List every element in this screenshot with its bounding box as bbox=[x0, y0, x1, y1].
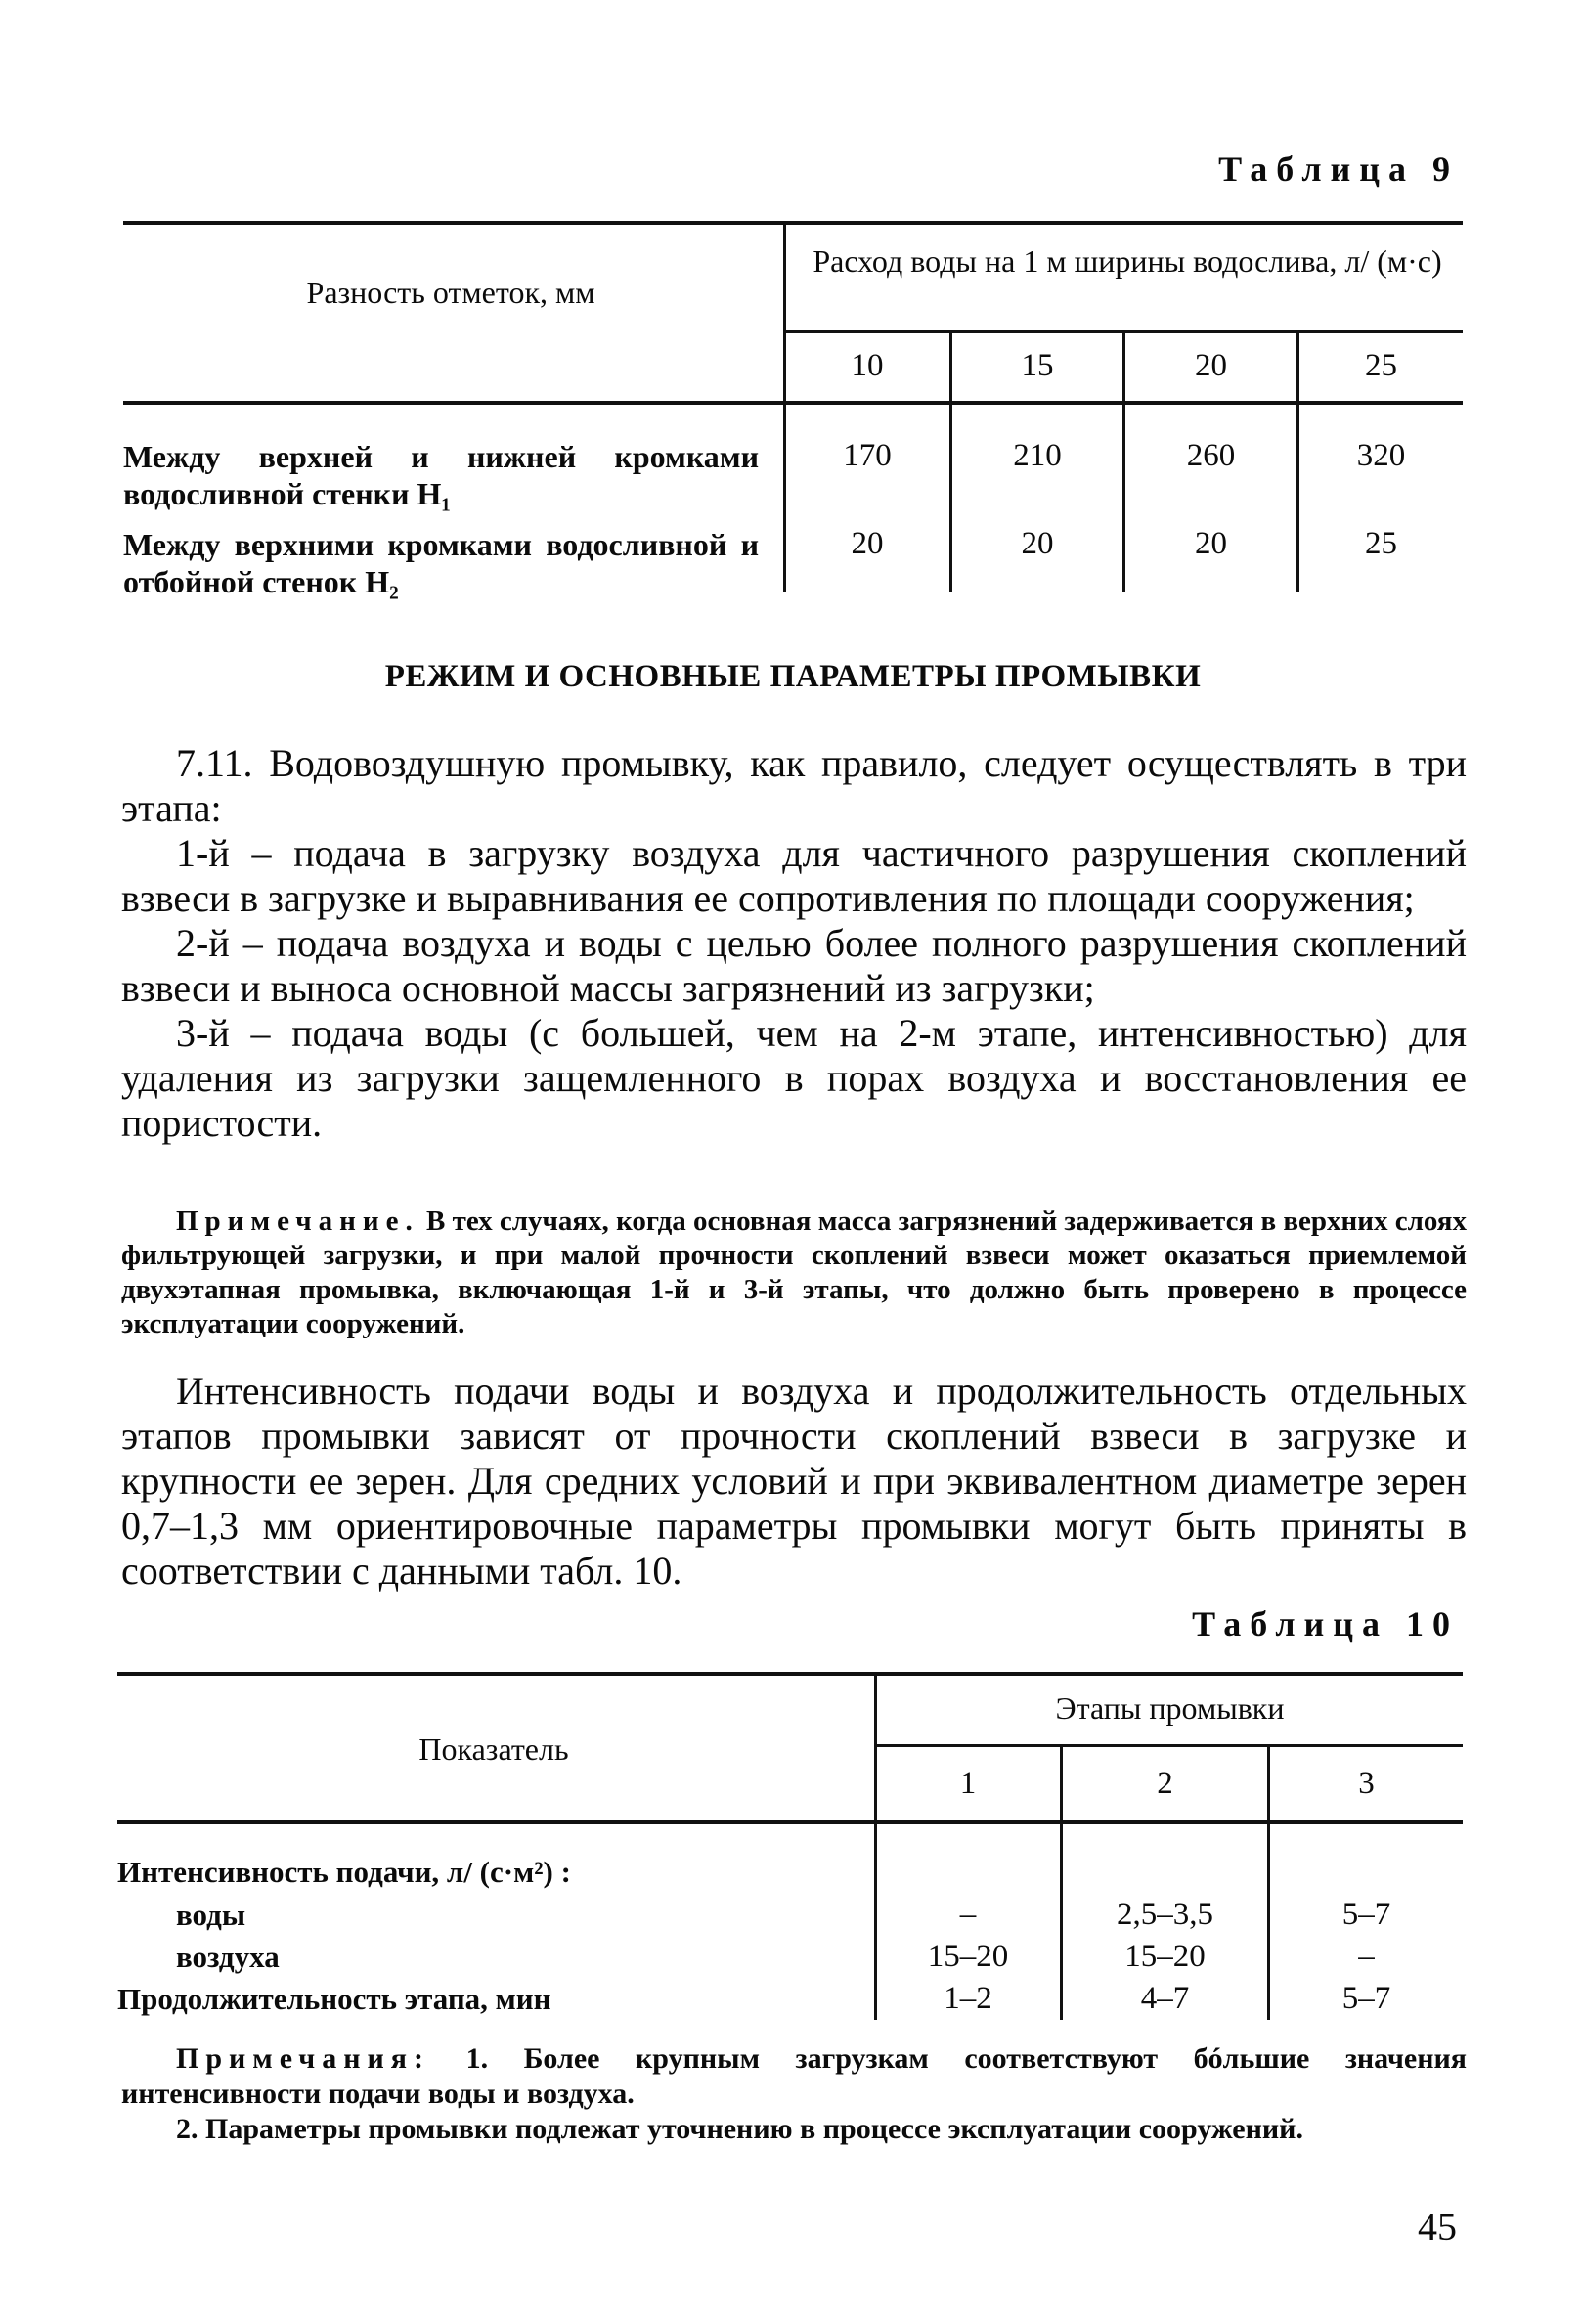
table10-cell: – bbox=[1358, 1939, 1375, 1974]
table10-row-label: Интенсивность подачи, л/ (с·м²) : bbox=[117, 1855, 571, 1889]
table10-cell: 5–7 bbox=[1341, 1897, 1391, 1932]
table10-cell: 2,5–3,5 bbox=[1117, 1897, 1213, 1932]
table9-cell: 20 bbox=[1021, 526, 1054, 561]
paragraph-intensity bbox=[121, 1369, 1467, 1594]
table10-row-label: воздуха bbox=[176, 1940, 280, 1974]
table9-col-head: 10 bbox=[851, 348, 884, 383]
table10-top-rule bbox=[117, 1672, 1463, 1676]
para-intensity: Интенсивность подачи воды и воздуха и продолжительность отдельных этапов промывки зависят от прочности скоплений взвеси в загрузке и крупности ее зерен. Для средних условий и при эквивалентном диаметре зерен 0,7–1,3 мм ориентировочные параметры промывки могут быть приняты в соответствии с данными табл. 10. bbox=[121, 1369, 1467, 1593]
table10-col-head: 2 bbox=[1157, 1766, 1173, 1801]
table9-cell: 170 bbox=[843, 438, 892, 473]
table9-cell: 260 bbox=[1186, 438, 1236, 473]
para-intro: 7.11. Водовоздушную промывку, как правило, следует осуществлять в три этапа: bbox=[121, 741, 1467, 830]
table9-cell: 320 bbox=[1356, 438, 1406, 473]
para-stage-1: 1-й – подача в загрузку воздуха для частичного разрушения скоплений взвеси в загрузке и выравнивания ее сопротивления по площади сооружения; bbox=[121, 831, 1467, 920]
table9-header-group: Расход воды на 1 м ширины водослива, л/ (м·с) bbox=[813, 243, 1442, 279]
table9-cell: 20 bbox=[851, 526, 884, 561]
para-stage-2: 2-й – подача воздуха и воды с целью более полного разрушения скоплений взвеси и выноса основной массы загрязнений из загрузки; bbox=[121, 921, 1467, 1010]
table10-cell: 5–7 bbox=[1341, 1981, 1391, 2016]
note-2-item-2: 2. Параметры промывки подлежат уточнению в процессе эксплуатации сооружений. bbox=[176, 2113, 1303, 2145]
table10-row-label: Продолжительность этапа, мин bbox=[117, 1982, 551, 2016]
table9-col-head: 25 bbox=[1365, 348, 1397, 383]
note-2 bbox=[121, 2041, 1467, 2147]
table10-header-left: Показатель bbox=[418, 1732, 569, 1767]
table9-col-head: 15 bbox=[1021, 348, 1054, 383]
table10-caption: Таблица 10 bbox=[1192, 1604, 1459, 1644]
para-stage-3: 3-й – подача воды (с большей, чем на 2-м этапе, интенсивностью) для удаления из загрузки защемленного в порах воздуха и восстановления ее пористости. bbox=[121, 1011, 1467, 1145]
table9-cell: 210 bbox=[1013, 438, 1062, 473]
table10-cell: – bbox=[959, 1897, 977, 1932]
paragraph-7-11 bbox=[121, 741, 1467, 1146]
note-2-item-1: 1. Более крупным загрузкам соответствуют бóльшие значения интенсивности подачи воды и воздуха. bbox=[121, 2042, 1467, 2110]
table9-header-left: Разность отметок, мм bbox=[306, 275, 595, 310]
table10-row-label: воды bbox=[176, 1898, 246, 1932]
table9-cell: 20 bbox=[1195, 526, 1227, 561]
table10-group-rule bbox=[876, 1744, 1463, 1747]
table10-col-head: 1 bbox=[959, 1766, 977, 1801]
table10-head-rule bbox=[117, 1820, 1463, 1824]
note-1-text: В тех случаях, когда основная масса загрязнений задерживается в верхних слоях фильтрующей загрузки, и при малой прочности скоплений взвеси может оказаться приемлемой двухэтапная промывка, включающая 1-й и 3-й этапы, что должно быть проверено в процессе эксплуатации сооружений. bbox=[121, 1206, 1467, 1339]
table10-header-group: Этапы промывки bbox=[1055, 1690, 1285, 1726]
note-2-label: Примечания: bbox=[176, 2042, 431, 2075]
table9-top-rule bbox=[123, 221, 1463, 225]
note-1-label: Примечание. bbox=[176, 1206, 419, 1237]
table10-col-head: 3 bbox=[1358, 1766, 1375, 1801]
table9-row-label: Между верхней и нижней кромками водосливной стенки H₁ bbox=[123, 439, 759, 511]
table10-cell: 15–20 bbox=[927, 1939, 1009, 1974]
table9-row-label: Между верхними кромками водосливной и отбойной стенок H₂ bbox=[123, 527, 759, 599]
table10-cell: 4–7 bbox=[1140, 1981, 1190, 2016]
table9-col-head: 20 bbox=[1195, 348, 1227, 383]
table9-head-rule bbox=[123, 401, 1463, 405]
page-number: 45 bbox=[1418, 2205, 1457, 2249]
table9-cell: 25 bbox=[1365, 526, 1397, 561]
table9-caption: Таблица 9 bbox=[1218, 150, 1459, 189]
section-heading: РЕЖИМ И ОСНОВНЫЕ ПАРАМЕТРЫ ПРОМЫВКИ bbox=[384, 659, 1202, 694]
table10-cell: 1–2 bbox=[944, 1981, 992, 2016]
table10-cell: 15–20 bbox=[1124, 1939, 1206, 1974]
note-1 bbox=[121, 1205, 1467, 1341]
